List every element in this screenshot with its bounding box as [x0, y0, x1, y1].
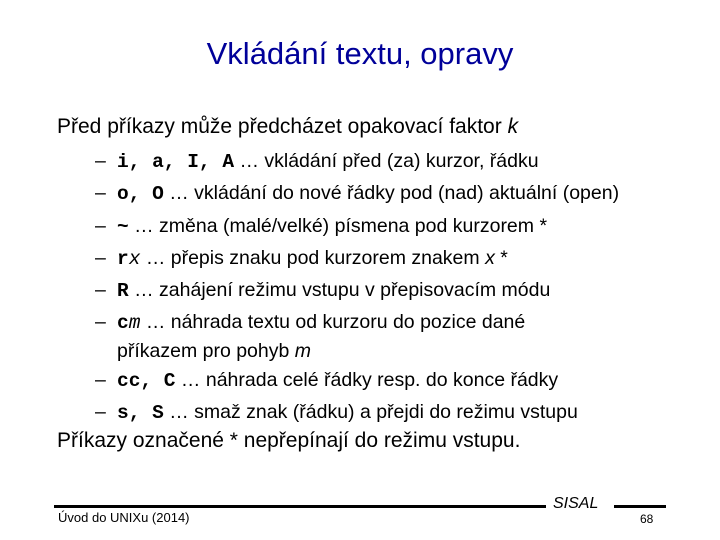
command-description: … zahájení režimu vstupu v přepisovacím módu — [128, 279, 551, 302]
intro-text — [57, 113, 518, 141]
closing-note: Příkazy označené * nepřepínají do režimu vstupu. — [57, 429, 521, 452]
command-list — [95, 146, 619, 429]
footer-rule-right — [614, 505, 666, 508]
continuation-variable: m — [294, 339, 312, 362]
bullet-dash: – — [95, 182, 106, 205]
command-description-continuation — [117, 337, 619, 365]
description-suffix: * — [494, 246, 508, 269]
command-description: … náhrada textu od kurzoru do pozice dané — [140, 311, 526, 334]
list-item — [95, 211, 619, 243]
command-description: … náhrada celé řádky resp. do konce řádky — [175, 368, 559, 391]
list-item — [95, 243, 619, 275]
bullet-dash: – — [95, 368, 106, 391]
intro-factor: k — [507, 115, 519, 138]
command-description: … vkládání před (za) kurzor, řádku — [234, 150, 539, 172]
command-description: … přepis znaku pod kurzorem znakem — [140, 246, 486, 269]
footer-course-title: Úvod do UNIXu (2014) — [58, 510, 190, 525]
continuation-text: příkazem pro pohyb — [117, 339, 295, 362]
bullet-dash: – — [95, 279, 106, 302]
footer-org-label: SISAL — [553, 495, 599, 512]
bullet-dash: – — [95, 401, 106, 424]
command-keys: R — [117, 280, 129, 303]
list-item — [95, 307, 619, 364]
command-description: … změna (malé/velké) písmena pod kurzorem * — [128, 214, 548, 237]
footer-rule-left — [54, 505, 546, 508]
command-description: … vkládání do nové řádky pod (nad) aktuální (open) — [163, 182, 620, 205]
command-description: … smaž znak (řádku) a přejdi do režimu vstupu — [163, 401, 578, 424]
list-item — [95, 397, 619, 429]
command-keys: r — [117, 247, 129, 270]
page-number: 68 — [640, 512, 654, 526]
command-keys: o, O — [117, 183, 164, 206]
list-item — [95, 146, 619, 178]
bullet-dash: – — [95, 214, 106, 237]
command-keys: i, a, I, A — [117, 151, 235, 173]
command-keys: ~ — [117, 215, 129, 238]
bullet-dash: – — [95, 150, 106, 172]
description-variable: x — [485, 246, 495, 269]
list-item — [95, 275, 619, 307]
command-variable: m — [128, 312, 141, 335]
bullet-dash: – — [95, 311, 106, 334]
intro-text-main: Před příkazy může předcházet opakovací faktor — [57, 115, 508, 138]
list-item — [95, 178, 619, 210]
command-keys: cc, C — [117, 369, 176, 392]
command-keys: c — [117, 312, 129, 335]
bullet-dash: – — [95, 246, 106, 269]
slide-title: Vkládání textu, opravy — [206, 36, 514, 71]
list-item — [95, 365, 619, 397]
command-keys: s, S — [117, 402, 164, 425]
command-variable: x — [128, 247, 141, 270]
